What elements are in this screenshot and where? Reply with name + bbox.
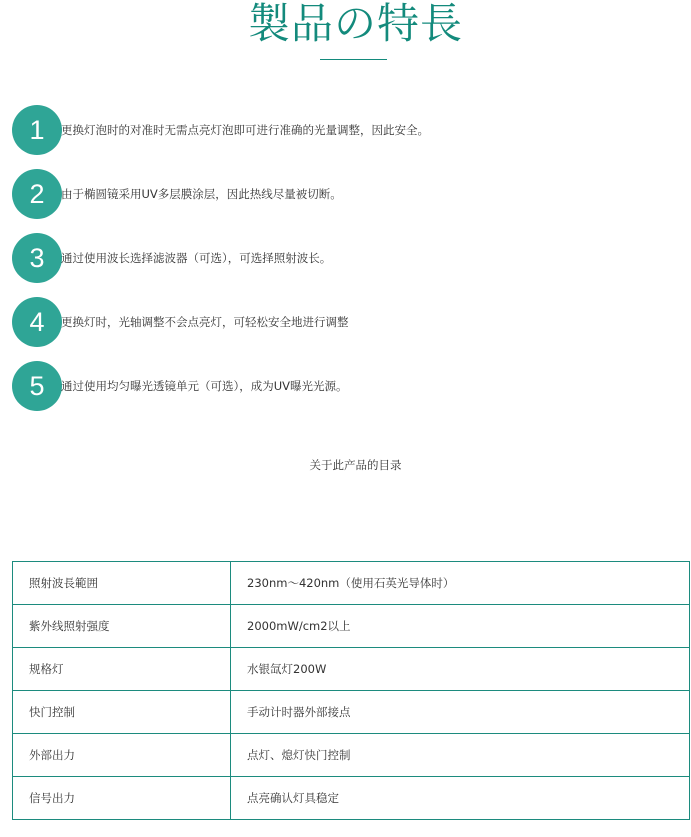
spec-table [12,561,690,820]
table-row [13,562,690,605]
table-row [13,648,690,691]
spec-value: 水银氙灯200W [231,648,690,691]
feature-number-badge: 2 [12,169,62,219]
spec-value: 230nm～420nm（使用石英光导体时） [231,562,690,605]
feature-number-badge: 3 [12,233,62,283]
feature-number-badge: 1 [12,105,62,155]
spec-label: 紫外线照射强度 [13,605,231,648]
feature-text: 更换灯时，光轴调整不会点亮灯，可轻松安全地进行调整 [61,315,349,329]
feature-number-badge: 5 [12,361,62,411]
spec-label: 快门控制 [13,691,231,734]
feature-text: 更换灯泡时的对准时无需点亮灯泡即可进行准确的光量调整，因此安全。 [61,123,429,137]
feature-item-1 [12,105,682,155]
page-title: 製品の特長 [247,0,463,48]
feature-text: 由于椭圆镜采用UV多层膜涂层，因此热线尽量被切断。 [61,187,342,201]
feature-item-5 [12,361,682,411]
feature-text: 通过使用波长选择滤波器（可选），可选择照射波长。 [61,251,332,265]
spec-label: 规格灯 [13,648,231,691]
spec-label: 外部出力 [13,734,231,777]
table-row [13,691,690,734]
feature-item-2 [12,169,682,219]
feature-item-3 [12,233,682,283]
spec-value: 点亮确认灯具稳定 [231,777,690,820]
spec-value: 手动计时器外部接点 [231,691,690,734]
feature-text: 通过使用均匀曝光透镜单元（可选），成为UV曝光光源。 [61,379,348,393]
catalog-link[interactable]: 关于此产品的目录 [309,458,402,472]
title-underline [320,59,387,60]
spec-label: 照射波長範囲 [13,562,231,605]
feature-item-4 [12,297,682,347]
table-row [13,734,690,777]
table-row [13,605,690,648]
spec-label: 信号出力 [13,777,231,820]
spec-value: 点灯、熄灯快门控制 [231,734,690,777]
spec-value: 2000mW/cm2以上 [231,605,690,648]
feature-number-badge: 4 [12,297,62,347]
table-row [13,777,690,820]
